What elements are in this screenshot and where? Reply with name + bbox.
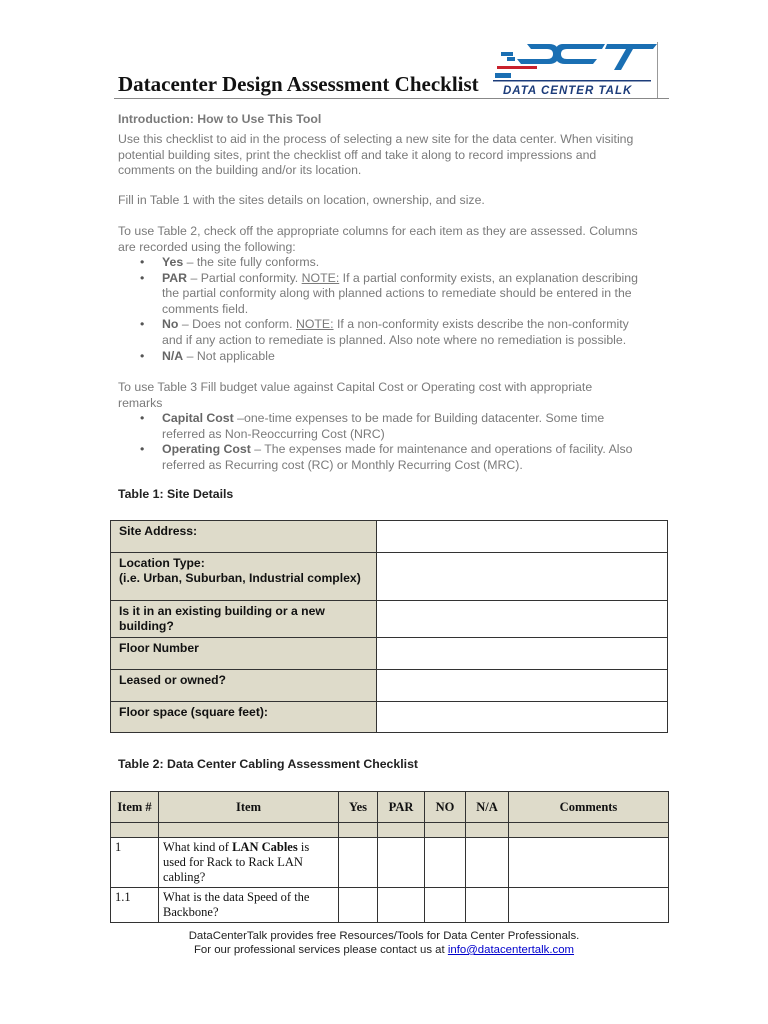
table2-caption: Table 2: Data Center Cabling Assessment Checklist xyxy=(118,757,419,771)
intro-paragraph-4: To use Table 3 Fill budget value against Capital Cost or Operating cost with appropriate remarks xyxy=(118,380,593,410)
site-details-table xyxy=(110,520,668,733)
item-text: What kind of LAN Cables is used for Rack to Rack LAN cabling? xyxy=(159,838,339,888)
term: PAR xyxy=(162,270,188,285)
yes-cell[interactable] xyxy=(339,888,378,923)
location-type-label: Location Type: (i.e. Urban, Suburban, Industrial complex) xyxy=(111,553,377,601)
table-spacer-row xyxy=(111,823,669,838)
intro-paragraph-1: Use this checklist to aid in the process of selecting a new site for the data center. When visiting potential building sites, print the checklist off and take it along to record impressions and comments on the building and/or its location. xyxy=(118,132,634,178)
bullet-icon: • xyxy=(140,317,145,332)
table-row xyxy=(111,521,668,553)
document-title: Datacenter Design Assessment Checklist xyxy=(118,72,479,96)
column-legend-list xyxy=(118,255,638,364)
floor-space-label: Floor space (square feet): xyxy=(111,702,377,733)
intro-paragraph-2: Fill in Table 1 with the sites details on location, ownership, and size. xyxy=(118,193,485,207)
dct-letter-mark xyxy=(495,44,657,78)
list-item: • N/A – Not applicable xyxy=(140,348,275,363)
table-row xyxy=(111,888,669,923)
item-number: 1 xyxy=(111,838,159,888)
logo-divider xyxy=(657,42,658,98)
floor-number-label: Floor Number xyxy=(111,638,377,670)
leased-owned-field[interactable] xyxy=(377,670,668,702)
logo-text: DATA CENTER TALK xyxy=(503,85,633,97)
col-header-no: NO xyxy=(425,792,466,823)
list-item: • Yes – the site fully conforms. xyxy=(140,255,320,269)
header-rule xyxy=(114,98,669,99)
item-number: 1.1 xyxy=(111,888,159,923)
intro-paragraph-3: To use Table 2, check off the appropriate columns for each item as they are assessed. Columns are recorded using the following: xyxy=(118,224,638,254)
bullet-icon: • xyxy=(140,411,145,425)
col-header-item-number: Item # xyxy=(111,792,159,823)
table-row xyxy=(111,702,668,733)
term: N/A xyxy=(162,348,184,363)
term: Operating Cost xyxy=(162,442,251,457)
bullet-icon: • xyxy=(140,255,145,269)
contact-email-link[interactable]: info@datacentertalk.com xyxy=(447,944,575,956)
no-cell[interactable] xyxy=(425,888,466,923)
col-header-na: N/A xyxy=(466,792,509,823)
yes-cell[interactable] xyxy=(339,838,378,888)
term: No xyxy=(162,317,179,332)
col-header-par: PAR xyxy=(378,792,425,823)
na-cell[interactable] xyxy=(466,838,509,888)
location-type-field[interactable] xyxy=(377,553,668,601)
page-footer xyxy=(0,929,768,957)
building-type-field[interactable] xyxy=(377,601,668,638)
bullet-icon: • xyxy=(140,270,145,285)
item-text: What is the data Speed of the Backbone? xyxy=(159,888,339,923)
table-row xyxy=(111,553,668,601)
leased-owned-label: Leased or owned? xyxy=(111,670,377,702)
list-item: • Operating Cost – The expenses made for maintenance and operations of facility. Also referred as Recurring cost (RC) or Monthly Recurring Cost (MRC). xyxy=(140,442,633,472)
floor-number-field[interactable] xyxy=(377,638,668,670)
cabling-checklist-table xyxy=(110,791,669,923)
col-header-item: Item xyxy=(159,792,339,823)
bullet-icon: • xyxy=(140,442,145,457)
list-item: • No – Does not conform. NOTE: If a non-conformity exists describe the non-conformity and if any action to remediate is planned. Also note where no remediation is possible. xyxy=(140,317,629,347)
site-address-label: Site Address: xyxy=(111,521,377,553)
comments-cell[interactable] xyxy=(509,838,669,888)
table-row xyxy=(111,670,668,702)
par-cell[interactable] xyxy=(378,838,425,888)
intro-heading: Introduction: How to Use This Tool xyxy=(118,112,322,126)
col-header-yes: Yes xyxy=(339,792,378,823)
comments-cell[interactable] xyxy=(509,888,669,923)
cost-legend-list xyxy=(118,411,638,473)
site-address-field[interactable] xyxy=(377,521,668,553)
table-row xyxy=(111,838,669,888)
par-cell[interactable] xyxy=(378,888,425,923)
footer-line-2: For our professional services please contact us at info@datacentertalk.com xyxy=(193,944,575,956)
list-item: • PAR – Partial conformity. NOTE: If a partial conformity exists, an explanation describing the partial conformity along with planned actions to remediate should be entered in the comments field. xyxy=(140,270,638,316)
no-cell[interactable] xyxy=(425,838,466,888)
table1-caption: Table 1: Site Details xyxy=(118,487,234,501)
note-label: NOTE: xyxy=(301,270,340,285)
note-label: NOTE: xyxy=(295,317,334,332)
table-row xyxy=(111,638,668,670)
table-row xyxy=(111,601,668,638)
term: Yes xyxy=(162,255,184,269)
floor-space-field[interactable] xyxy=(377,702,668,733)
col-header-comments: Comments xyxy=(509,792,669,823)
term: Capital Cost xyxy=(162,411,234,425)
building-type-label: Is it in an existing building or a new building? xyxy=(111,601,377,638)
list-item: • Capital Cost –one-time expenses to be made for Building datacenter. Some time referred as Non-Reoccurring Cost (NRC) xyxy=(140,411,605,441)
na-cell[interactable] xyxy=(466,888,509,923)
table-header-row xyxy=(111,792,669,823)
footer-line-1: DataCenterTalk provides free Resources/Tools for Data Center Professionals. xyxy=(188,930,580,942)
bullet-icon: • xyxy=(140,348,145,363)
data-center-talk-logo xyxy=(493,40,659,100)
